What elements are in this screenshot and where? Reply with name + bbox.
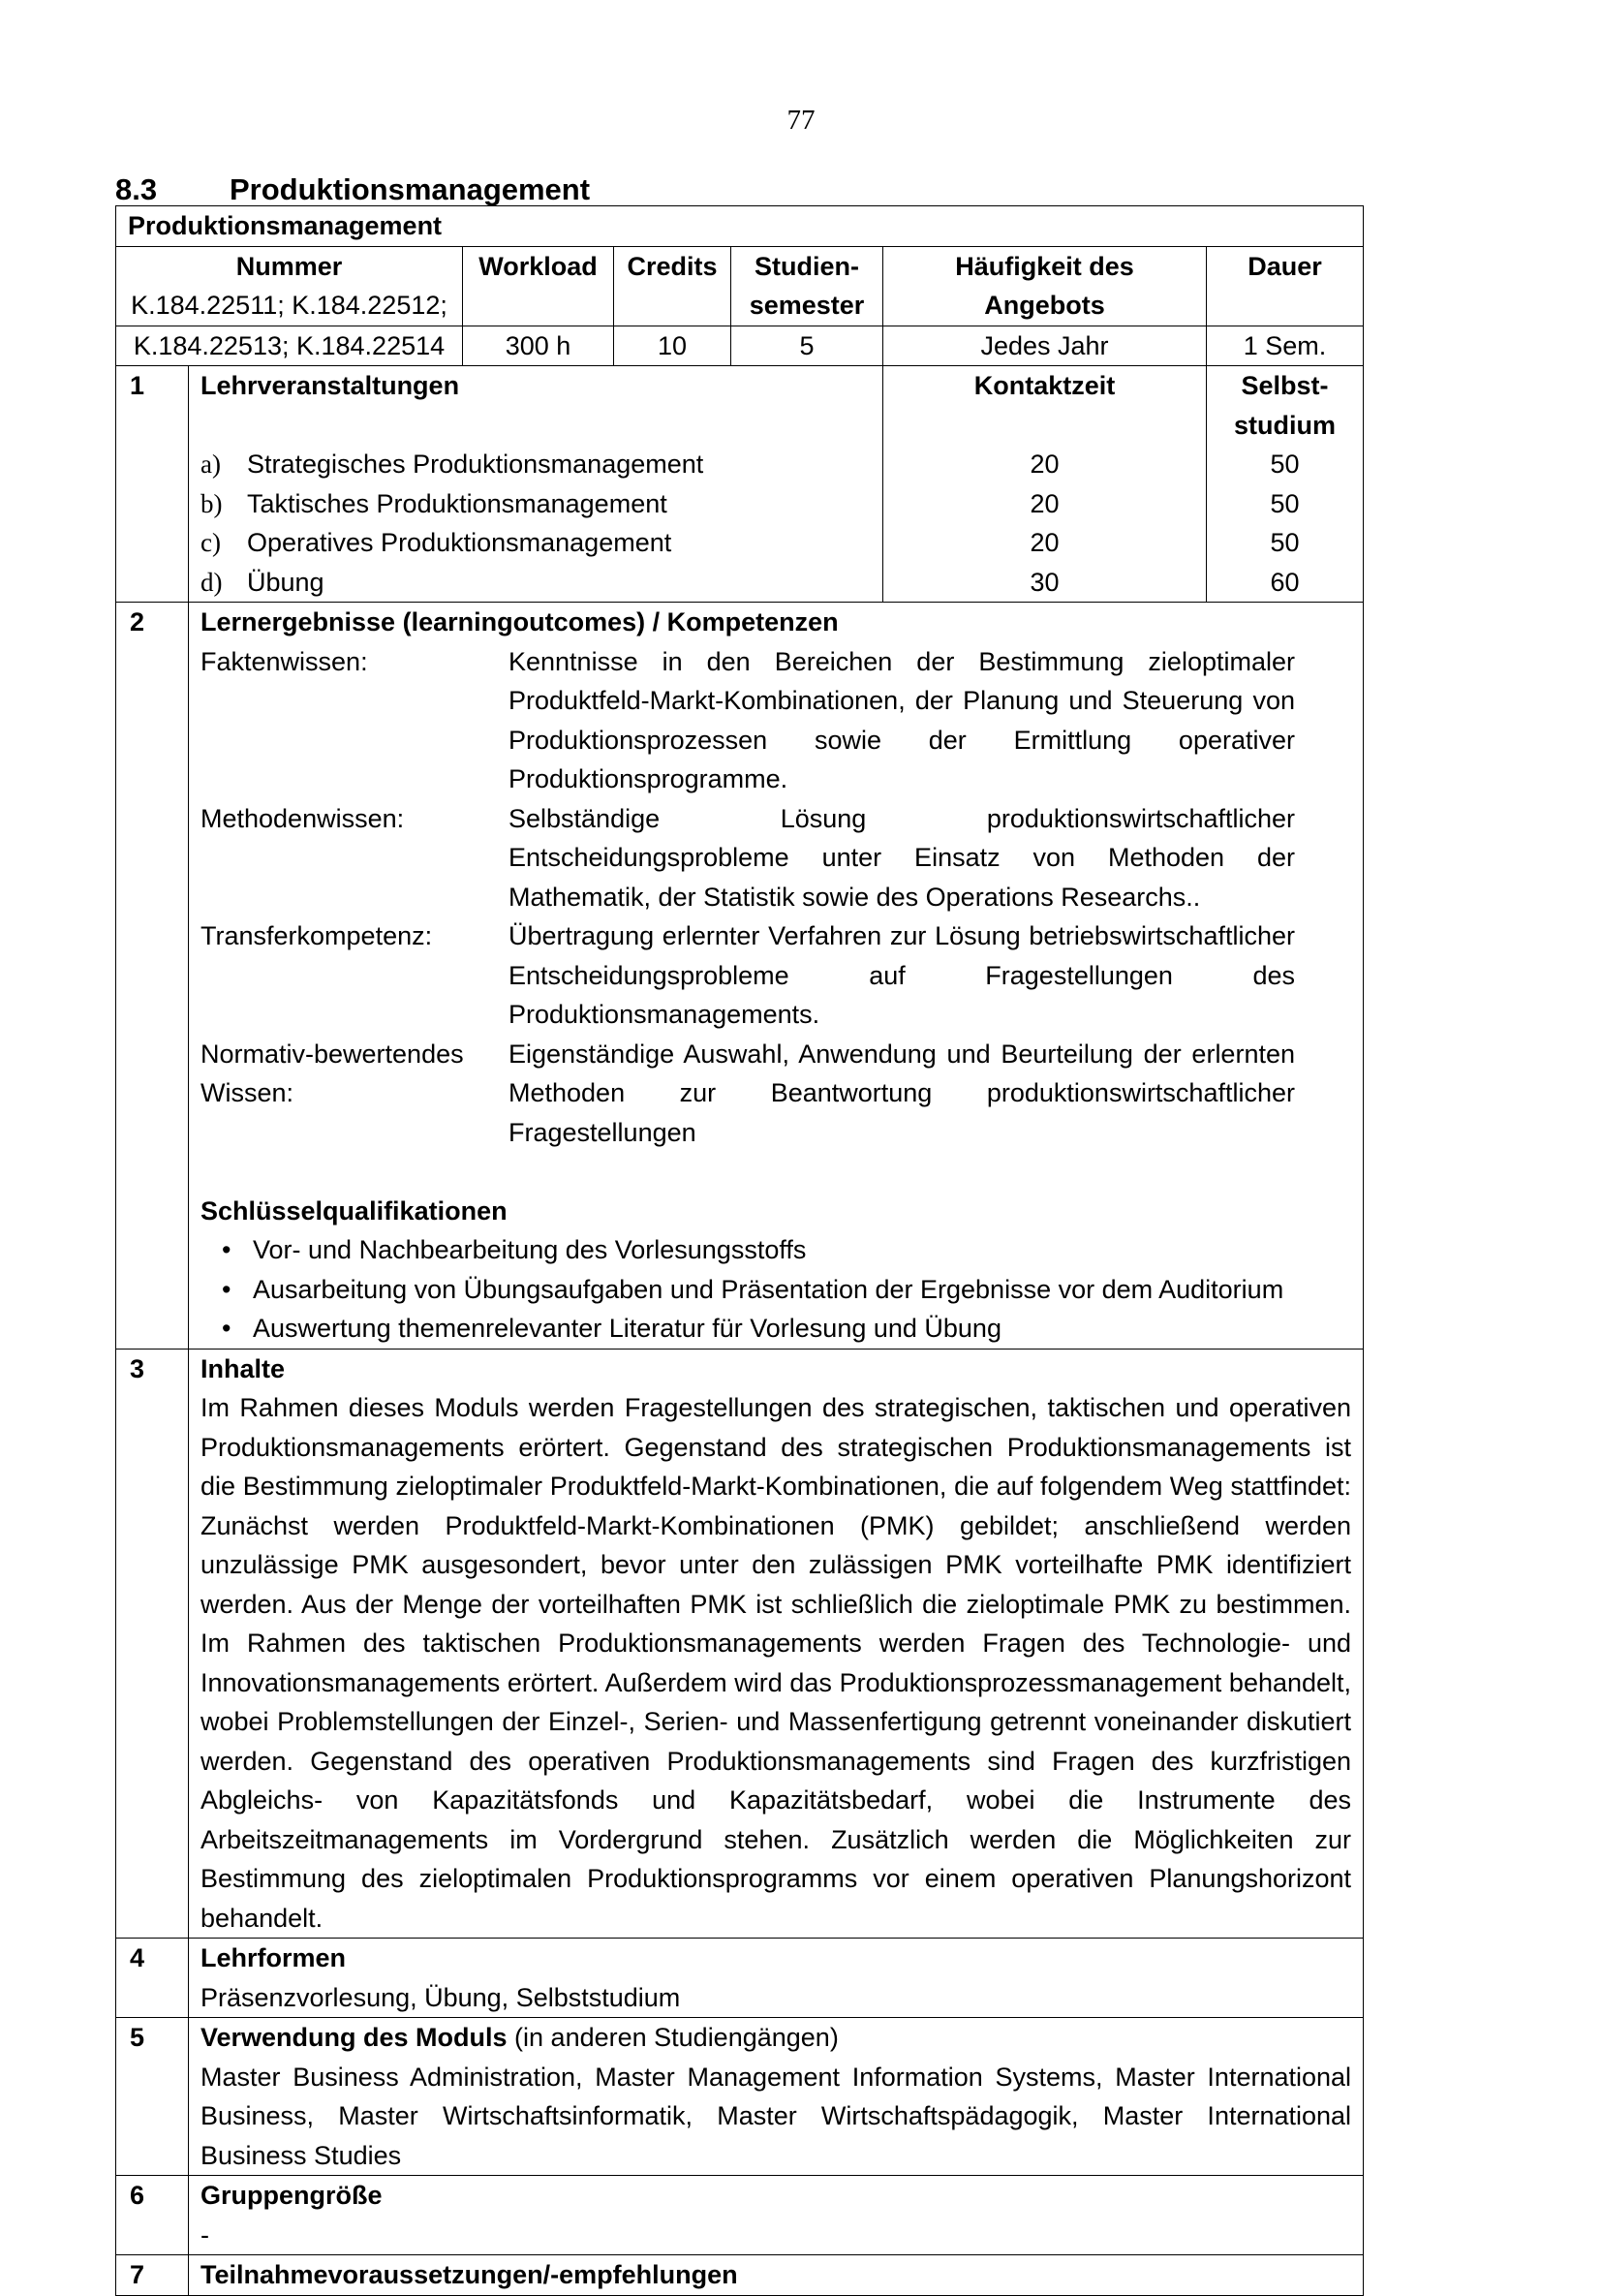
row-number: 6 (116, 2176, 189, 2255)
lehrveranstaltungen-title: Lehrveranstaltungen (200, 371, 460, 400)
nummer-value-2: K.184.22513; K.184.22514 (116, 326, 463, 366)
normativ-text: Eigenständige Auswahl, Anwendung und Beurteilung der erlernten Methoden zur Beantwortung produktionswirtschaftlicher Fragestellungen (508, 1039, 1295, 1147)
verwendung-cell (189, 2018, 1364, 2176)
kontakt-value: 20 (1030, 488, 1060, 518)
nummer-value-1: K.184.22511; K.184.22512; (131, 291, 447, 320)
lv-letter: a) (200, 450, 221, 479)
lv-letter: b) (200, 488, 223, 518)
workload-label: Workload (463, 246, 614, 326)
lv-letter: d) (200, 567, 223, 597)
row-gruppengroesse (116, 2176, 1364, 2255)
list-item: • Auswertung themenrelevanter Literatur für Vorlesung und Übung (253, 1309, 1351, 1349)
row-number: 7 (116, 2255, 189, 2296)
kontakt-value: 30 (1030, 567, 1060, 597)
haeufigkeit-value: Jedes Jahr (883, 326, 1207, 366)
verwendung-heading (200, 2018, 1351, 2058)
section-number: 8.3 (115, 172, 158, 206)
normativ-wissen (200, 1035, 1351, 1153)
gruppengroesse-text: - (200, 2219, 209, 2249)
section-title: Produktionsmanagement (230, 172, 591, 206)
faktenwissen-label: Faktenwissen: (200, 646, 368, 676)
kontakt-value: 20 (1030, 450, 1060, 479)
lv-name: Taktisches Produktionsmanagement (247, 488, 667, 518)
normativ-label-1: Normativ-bewertendes (200, 1039, 464, 1069)
lv-name: Übung (247, 567, 324, 597)
teilnahmevoraussetzungen-title: Teilnahmevoraussetzungen/-empfehlungen (200, 2260, 738, 2289)
lv-letter: c) (200, 528, 221, 557)
teilnahmevoraussetzungen-cell (189, 2255, 1364, 2296)
normativ-label-2: Wissen: (200, 1078, 294, 1107)
row-number: 3 (116, 1349, 189, 1939)
gruppengroesse-title: Gruppengröße (200, 2181, 383, 2210)
inhalte-title: Inhalte (200, 1353, 286, 1383)
semester-label-1: Studien- (755, 251, 859, 281)
haeufigkeit-label: Häufigkeit des Angebots (883, 246, 1207, 326)
section-heading (115, 172, 590, 207)
header-row (116, 246, 1364, 326)
lernergebnisse-cell (189, 603, 1364, 1350)
selbst-value: 60 (1270, 567, 1300, 597)
dauer-label: Dauer (1207, 246, 1364, 326)
lehrveranstaltungen-cell (189, 366, 883, 603)
transferkompetenz-text: Übertragung erlernter Verfahren zur Lösung betriebswirtschaftlicher Entscheidungsprobleme auf Fragestellungen des Produktionsmanagements. (508, 921, 1295, 1029)
faktenwissen-text: Kenntnisse in den Bereichen der Bestimmung zieloptimaler Produktfeld-Markt-Kombinationen, der Planung und Steuerung von Produktionsprozessen sowie der Ermittlung operativer Produktionsprogramme. (508, 646, 1295, 793)
kontakt-value: 20 (1030, 528, 1060, 557)
module-title-row (116, 206, 1364, 247)
semester-label-2: semester (749, 291, 865, 320)
lv-name: Strategisches Produktionsmanagement (247, 450, 704, 479)
module-table (115, 205, 1364, 2296)
row-teilnahmevoraussetzungen (116, 2255, 1364, 2296)
schluesselqualifikationen-list (200, 1230, 1351, 1349)
lehrformen-cell (189, 1939, 1364, 2018)
methodenwissen-text: Selbständige Lösung produktionswirtschaftlicher Entscheidungsprobleme unter Einsatz von Methoden der Mathematik, der Statistik sowie des Operations Researchs.. (508, 803, 1295, 912)
inhalte-cell (189, 1349, 1364, 1939)
verwendung-title: Verwendung des Moduls (200, 2023, 508, 2052)
row-lernergebnisse (116, 603, 1364, 1350)
kontaktzeit-label: Kontaktzeit (973, 371, 1116, 400)
lehrformen-title: Lehrformen (200, 1943, 347, 1972)
semester-value: 5 (731, 326, 883, 366)
schluesselqualifikationen-title: Schlüsselqualifikationen (200, 1195, 508, 1226)
gruppengroesse-cell (189, 2176, 1364, 2255)
selbst-value: 50 (1270, 488, 1300, 518)
row-verwendung (116, 2018, 1364, 2176)
semester-header (731, 246, 883, 326)
nummer-label: Nummer (235, 251, 343, 281)
selbst-value: 50 (1270, 450, 1300, 479)
dauer-value: 1 Sem. (1207, 326, 1364, 366)
lv-name: Operatives Produktionsmanagement (247, 528, 672, 557)
normativ-label (200, 1035, 508, 1153)
credits-label: Credits (614, 246, 731, 326)
row-number: 1 (116, 366, 189, 603)
lehrformen-text: Präsenzvorlesung, Übung, Selbststudium (200, 1982, 681, 2012)
row-lehrveranstaltungen (116, 366, 1364, 603)
selbststudium-cell (1207, 366, 1364, 603)
verwendung-text: Master Business Administration, Master Management Information Systems, Master International Business, Master Wirtschaftsinformatik, Master Wirtschaftspädagogik, Master International Business Studies (200, 2062, 1352, 2170)
nummer-header (116, 246, 463, 326)
credits-value: 10 (614, 326, 731, 366)
page-number: 77 (786, 105, 816, 136)
lv-item (200, 563, 871, 603)
lv-item (200, 484, 871, 524)
methodenwissen-label: Methodenwissen: (200, 803, 405, 833)
faktenwissen (200, 642, 1351, 799)
workload-value: 300 h (463, 326, 614, 366)
lv-item (200, 523, 871, 563)
lernergebnisse-title: Lernergebnisse (learningoutcomes) / Kompetenzen (200, 607, 839, 636)
methodenwissen (200, 799, 1351, 917)
module-title: Produktionsmanagement (116, 206, 1364, 247)
selbst-label-2: studium (1234, 410, 1337, 440)
list-item: • Vor- und Nachbearbeitung des Vorlesungsstoffs (253, 1230, 1351, 1270)
row-lehrformen (116, 1939, 1364, 2018)
lv-item (200, 445, 871, 484)
transferkompetenz-label: Transferkompetenz: (200, 921, 433, 950)
kontaktzeit-cell (883, 366, 1207, 603)
verwendung-title-suffix: (in anderen Studiengängen) (507, 2023, 839, 2052)
inhalte-text: Im Rahmen dieses Moduls werden Fragestellungen des strategischen, taktischen und operativen Produktionsmanagements erörtert. Gegenstand des strategischen Produktionsmanagements ist die Bestimmung zieloptimaler Produktfeld-Markt-Kombinationen, die auf folgendem Weg stattfindet: Zunächst werden Produktfeld-Markt-Kombinationen (PMK) gebildet; anschließend werden unzulässige PMK ausgesondert, bevor unter den zulässigen PMK vorteilhafte PMK identifiziert werden. Aus der Menge der vorteilhaften PMK ist schließlich die zieloptimale PMK zu bestimmen. Im Rahmen des taktischen Produktionsmanagements werden Fragen des Technologie- und Innovationsmanagements erörtert. Außerdem wird das Produktionsprozessmanagement behandelt, wobei Problemstellungen der Einzel-, Serien- und Massenfertigung getrennt voneinander diskutiert werden. Gegenstand des operativen Produktionsmanagements sind Fragen des kurzfristigen Abgleichs- von Kapazitätsfonds und Kapazitätsbedarf, wobei die Instrumente des Arbeitszeitmanagements im Vordergrund stehen. Zusätzlich werden die Möglichkeiten zur Bestimmung des zieloptimalen Produktionsprogramms vor einem operativen Planungshorizont behandelt. (200, 1393, 1352, 1933)
values-row (116, 326, 1364, 366)
selbst-value: 50 (1270, 528, 1300, 557)
row-number: 4 (116, 1939, 189, 2018)
list-item: • Ausarbeitung von Übungsaufgaben und Präsentation der Ergebnisse vor dem Auditorium (253, 1270, 1351, 1310)
row-number: 2 (116, 603, 189, 1350)
transferkompetenz (200, 916, 1351, 1035)
row-inhalte (116, 1349, 1364, 1939)
selbst-label-1: Selbst- (1241, 371, 1329, 400)
row-number: 5 (116, 2018, 189, 2176)
